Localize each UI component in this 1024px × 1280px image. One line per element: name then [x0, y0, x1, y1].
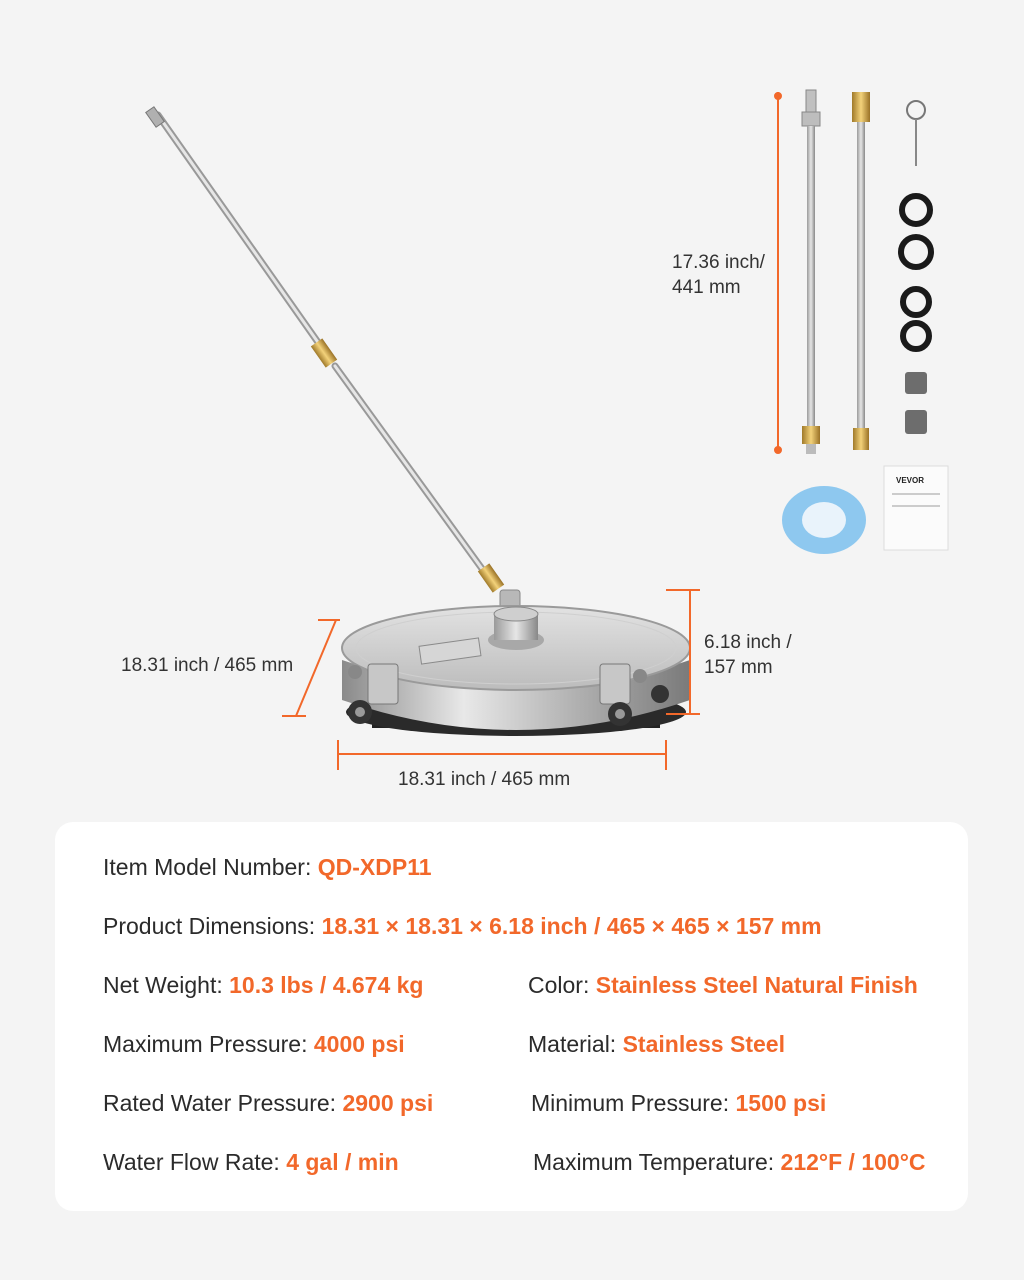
spec-min-pressure: Minimum Pressure: 1500 psi	[531, 1090, 827, 1116]
cleaner-depth-label: 18.31 inch / 465 mm	[121, 655, 294, 676]
spec-model: Item Model Number: QD-XDP11	[103, 854, 432, 880]
spec-card	[55, 822, 968, 1211]
cleaner-height-label: 6.18 inch / 157 mm	[704, 632, 792, 678]
extension-wand	[146, 107, 520, 608]
instruction-sheet-brand: VEVOR	[896, 476, 925, 485]
spec-net-weight: Net Weight: 10.3 lbs / 4.674 kg	[103, 972, 424, 998]
spec-rated-pressure: Rated Water Pressure: 2900 psi	[103, 1090, 434, 1116]
spec-max-temp: Maximum Temperature: 212°F / 100°C	[533, 1149, 926, 1175]
extension-rods	[802, 90, 870, 454]
spec-color: Color: Stainless Steel Natural Finish	[528, 972, 918, 998]
extension-length-label: 17.36 inch/ 441 mm	[672, 252, 765, 298]
surface-cleaner	[342, 606, 690, 736]
spec-max-pressure: Maximum Pressure: 4000 psi	[103, 1031, 405, 1057]
spec-material: Material: Stainless Steel	[528, 1031, 785, 1057]
cleaner-width-label: 18.31 inch / 465 mm	[398, 769, 571, 790]
spec-flow-rate: Water Flow Rate: 4 gal / min	[103, 1149, 399, 1175]
spec-dimensions: Product Dimensions: 18.31 × 18.31 × 6.18 inch / 465 × 465 × 157 mm	[103, 913, 822, 939]
